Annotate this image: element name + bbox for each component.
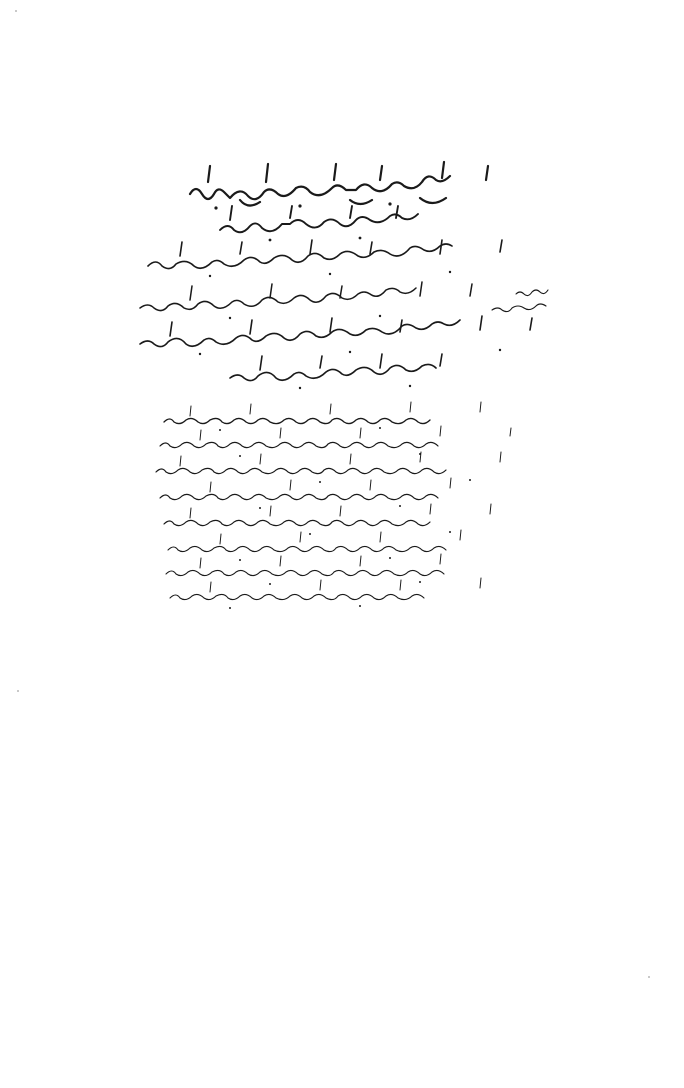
handwritten-line-4	[140, 282, 472, 311]
handwritten-text-block	[120, 160, 560, 620]
handwritten-line-8	[160, 442, 438, 447]
margin-note	[492, 290, 548, 312]
handwritten-line-3	[148, 240, 502, 269]
handwritten-line-14	[170, 594, 424, 599]
handwritten-line-1	[190, 162, 488, 206]
handwritten-line-13	[166, 570, 444, 575]
scan-speck	[648, 976, 650, 978]
handwriting-image	[120, 160, 560, 620]
handwritten-line-6	[230, 354, 442, 381]
handwritten-line-12	[168, 546, 446, 551]
scan-speck	[17, 690, 19, 692]
handwritten-line-7	[164, 418, 430, 423]
handwriting-dots	[199, 202, 501, 609]
handwritten-line-9	[156, 468, 446, 473]
handwritten-line-5	[140, 316, 532, 347]
handwritten-line-11	[164, 520, 430, 525]
handwritten-line-2	[220, 206, 418, 232]
handwritten-line-10	[160, 494, 438, 499]
scan-speck	[15, 10, 17, 12]
